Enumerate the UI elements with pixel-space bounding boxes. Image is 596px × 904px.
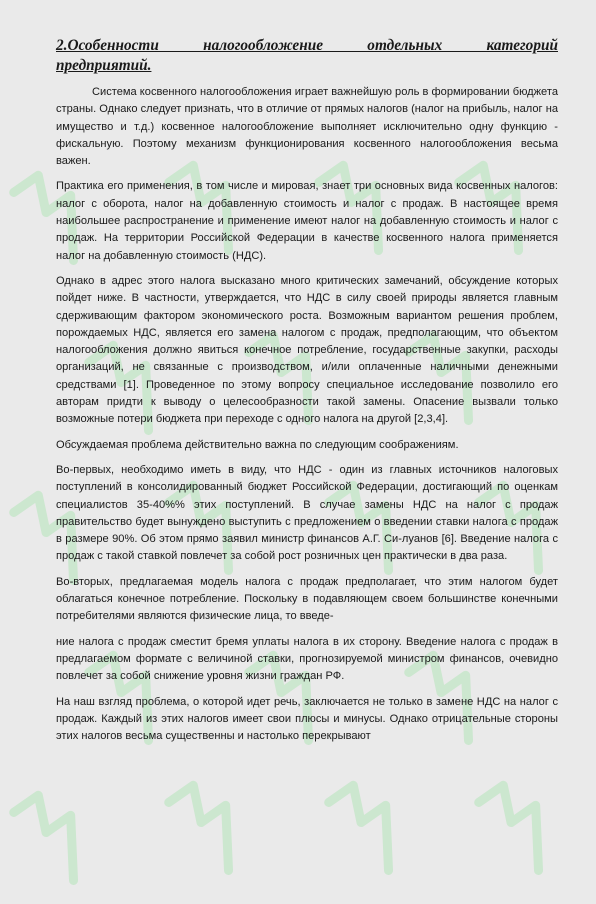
heading-line-2: предприятий. <box>56 57 152 74</box>
watermark-mark <box>465 760 585 890</box>
section-heading <box>56 36 558 76</box>
watermark-mark <box>0 770 120 900</box>
paragraph-6: Во-вторых, предлагаемая модель налога с продаж предполагает, что этим налогом будет облагаться конечное потребление. Поскольку в подавляющем своем большинстве конечными потребителями являются физические лица, то введе- <box>56 575 558 623</box>
paragraph-8: На наш взгляд проблема, о которой идет речь, заключается не только в замене НДС на налог с продаж. Каждый из этих налогов имеет свои плюсы и минусы. Однако отрицательные стороны этих налогов весьма существенны и настолько перекрывают <box>56 695 558 743</box>
watermark-mark <box>155 760 275 890</box>
paragraph-5: Во-первых, необходимо иметь в виду, что НДС - один из главных источников налоговых поступлений в консолидированный бюджет Российской Федерации, достигающий по оценкам специалистов 35-40%% этих поступлений. В случае замены НДС на налог с продаж правительство будет вынуждено выступить с предложением о введении ставки налога с продаж в размере 90%. Об этом прямо заявил министр финансов А.Г. Си-луанов [6]. Введение налога с продаж с такой ставкой повлечет за собой рост розничных цен практически в два раза. <box>56 463 558 563</box>
watermark-mark <box>315 760 435 890</box>
paragraph-2: Практика его применения, в том числе и мировая, знает три основных вида косвенных налогов: налог с оборота, налог на добавленную стоимость и налог с продаж. В настоящее время наибольшее распространение и применение имеют налог на добавленную стоимость и налог с продаж. На территории Российской Федерации в качестве косвенного налога применяется налог на добавленную стоимость (НДС). <box>56 180 558 262</box>
paragraph-4: Обсуждаемая проблема действительно важна по следующим соображениям. <box>56 438 459 451</box>
paragraph-7: ние налога с продаж сместит бремя уплаты налога в их сторону. Введение налога с продаж в предлагаемом формате с величиной ставки, прогнозируемой министром финансов, очевидно повлечет за собой снижение уровня жизни граждан РФ. <box>56 635 558 683</box>
heading-line-1: 2.Особенности налогообложение отдельных категорий <box>56 37 558 54</box>
paragraph-3: Однако в адрес этого налога высказано много критических замечаний, обсуждение которых пойдет ниже. В частности, утверждается, что НДС в силу своей природы является главным сдерживающим фактором экономического роста. Возможным вариантом решения проблем, порождаемых НДС, является его замена налогом с продаж, предполагающим, что объектом налогообложения должно явиться конечное потребление, государственные закупки, расходы организаций, не связанные с производством, и/или оплаченные наличными денежными средствами [1]. Проведенное по этому вопросу специальное исследование позволило его авторам придти к выводу о целесообразности такой замены. Опасение вызвали только возможные потери бюджета при переходе с одного налога на другой [2,3,4]. <box>56 274 558 426</box>
document-page <box>56 36 558 753</box>
paragraph-1: Система косвенного налогообложения играет важнейшую роль в формировании бюджета страны. Однако следует признать, что в отличие от прямых налогов (налог на прибыль, налог на имущество и т.д.) косвенное налогообложение выполняет исключительно одну функцию - фискальную. Поэтому механизм функционирования косвенного налогообложения весьма важен. <box>56 86 558 168</box>
